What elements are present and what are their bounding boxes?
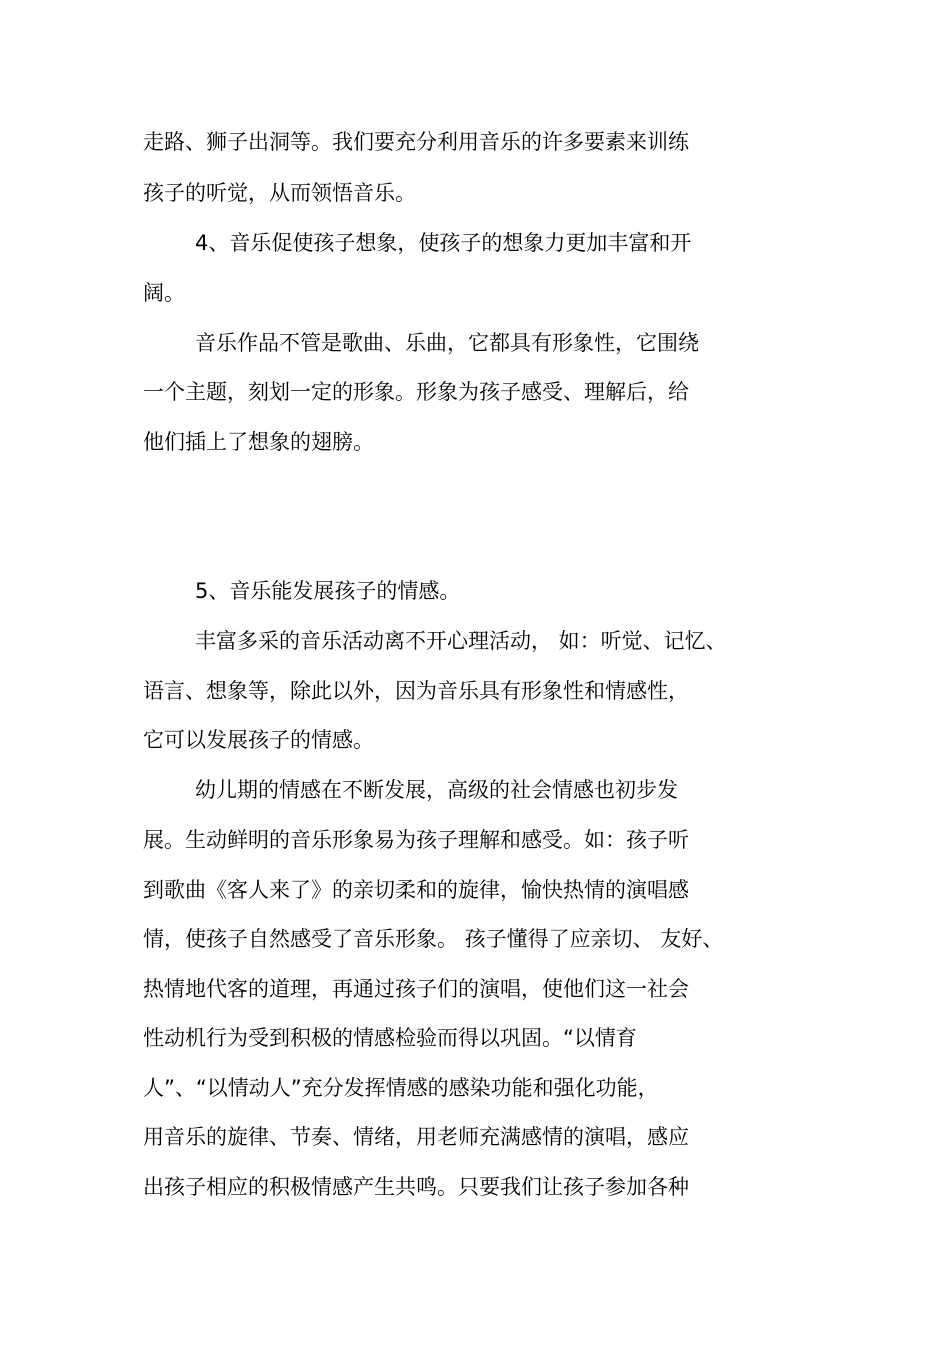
text-line: 用音乐的旋律、节奏、情绪，用老师充满感情的演唱，感应: [143, 1125, 689, 1149]
text-line: 展。生动鲜明的音乐形象易为孩子理解和感受。如：孩子听: [143, 828, 689, 852]
text-line: 5、音乐能发展孩子的情感。: [195, 579, 461, 603]
text-line: 出孩子相应的积极情感产生共鸣。只要我们让孩子参加各种: [143, 1175, 689, 1199]
text-line: 性动机行为受到积极的情感检验而得以巩固。“以情育: [143, 1026, 637, 1050]
text-line: 孩子的听觉，从而领悟音乐。: [143, 181, 416, 205]
text-line: 他们插上了想象的翅膀。: [143, 430, 374, 454]
text-line: 热情地代客的道理，再通过孩子们的演唱，使他们这一社会: [143, 977, 689, 1001]
text-line: 幼儿期的情感在不断发展，高级的社会情感也初步发: [195, 778, 678, 802]
text-line: 一个主题，刻划一定的形象。形象为孩子感受、理解后，给: [143, 380, 689, 404]
text-line: 走路、狮子出洞等。我们要充分利用音乐的许多要素来训练: [143, 130, 689, 154]
text-line: 语言、想象等，除此以外，因为音乐具有形象性和情感性，: [143, 679, 689, 703]
text-line: 人”、“以情动人”充分发挥情感的感染功能和强化功能，: [143, 1076, 659, 1100]
text-line: 情，使孩子自然感受了音乐形象。 孩子懂得了应亲切、 友好、: [143, 927, 724, 951]
text-line: 到歌曲《客人来了》的亲切柔和的旋律，愉快热情的演唱感: [143, 878, 689, 902]
text-line: 阔。: [143, 281, 185, 305]
text-line: 它可以发展孩子的情感。: [143, 728, 374, 752]
text-line: 音乐作品不管是歌曲、乐曲，它都具有形象性，它围绕: [195, 331, 699, 355]
text-line: 4、音乐促使孩子想象，使孩子的想象力更加丰富和开: [195, 231, 692, 255]
text-line: 丰富多采的音乐活动离不开心理活动， 如：听觉、记忆、: [195, 629, 727, 653]
